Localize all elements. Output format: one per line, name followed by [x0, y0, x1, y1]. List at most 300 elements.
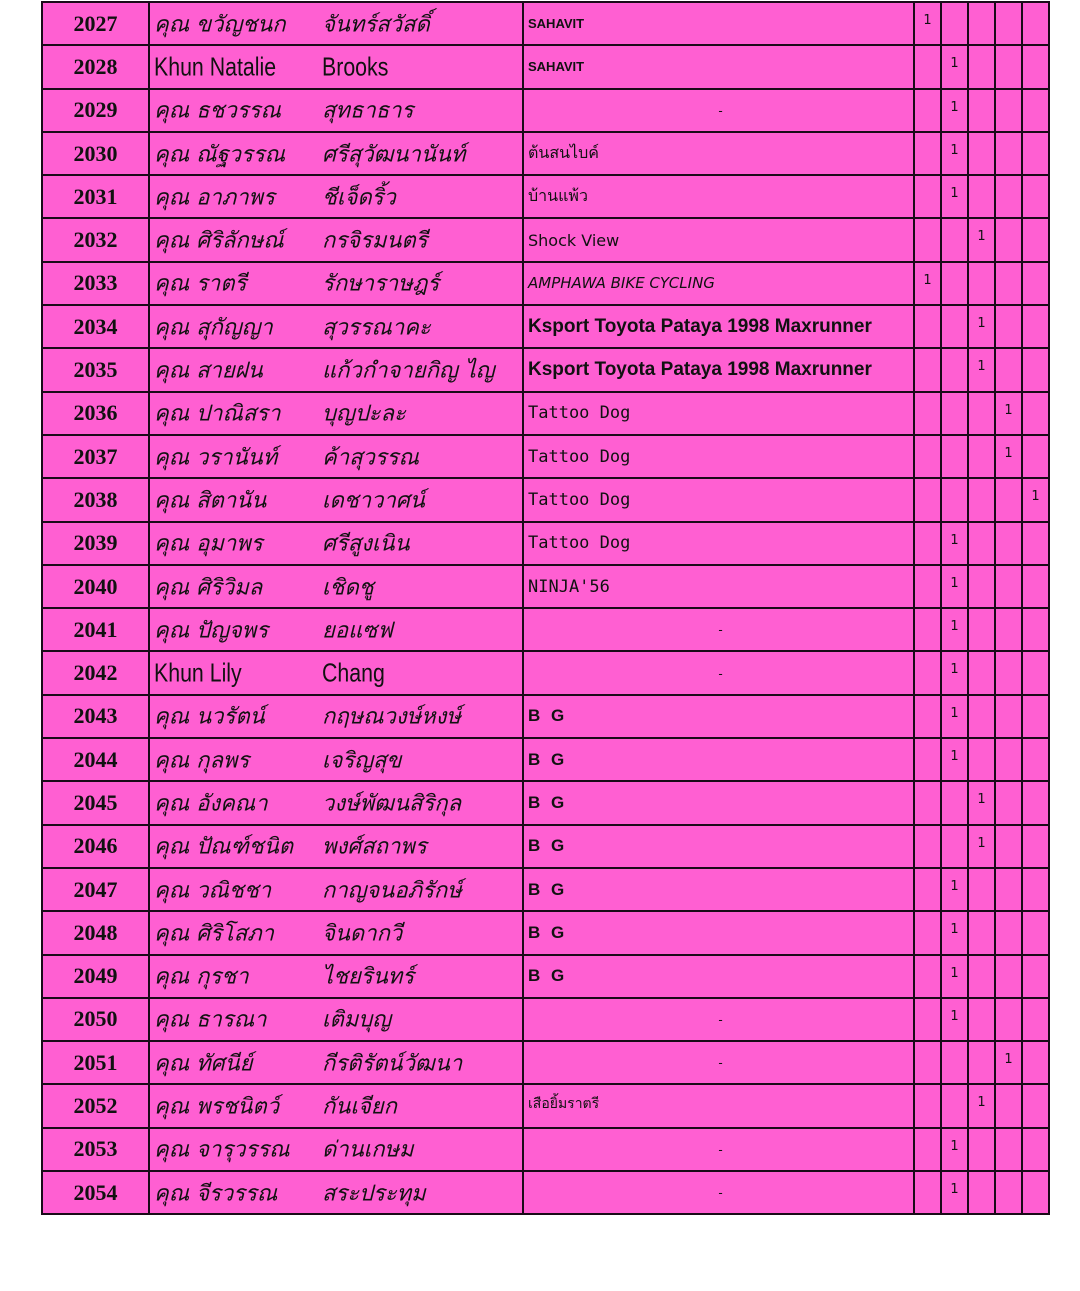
table-row	[42, 348, 1049, 391]
table-row	[42, 1171, 1049, 1214]
category-cell-3	[968, 868, 995, 911]
bib-number: 2046	[42, 825, 149, 868]
category-cell-3	[968, 435, 995, 478]
category-mark-2: 1	[941, 565, 968, 608]
category-cell-3	[968, 175, 995, 218]
last-name: Brooks	[322, 51, 389, 82]
category-cell-4	[995, 348, 1022, 391]
category-cell-4	[995, 781, 1022, 824]
table-row	[42, 132, 1049, 175]
team-name: Ksport Toyota Pataya 1998 Maxrunner	[523, 305, 914, 348]
category-mark-2: 1	[941, 955, 968, 998]
last-name: ยอแซฟ	[322, 618, 393, 644]
bib-number: 2028	[42, 45, 149, 88]
category-cell-1	[914, 305, 941, 348]
category-cell-3	[968, 695, 995, 738]
category-mark-2: 1	[941, 608, 968, 651]
team-name: AMPHAWA BIKE CYCLING	[523, 262, 914, 305]
table-row	[42, 89, 1049, 132]
team-name: SAHAVIT	[523, 45, 914, 88]
category-cell-4	[995, 218, 1022, 261]
team-name: B G	[523, 738, 914, 781]
last-name: ด่านเกษม	[322, 1137, 414, 1163]
participant-name	[149, 132, 523, 175]
team-name: เสือยิ้มราตรี	[523, 1084, 914, 1127]
first-name: คุณ กุลพร	[154, 748, 250, 774]
first-name: คุณ วรานันท์	[154, 445, 278, 471]
team-name: -	[523, 651, 914, 694]
table-row	[42, 522, 1049, 565]
team-name: -	[523, 1171, 914, 1214]
first-name: คุณ พรชนิตว์	[154, 1094, 280, 1120]
category-mark-2: 1	[941, 89, 968, 132]
category-cell-1	[914, 651, 941, 694]
last-name: กรจิรมนตรี	[322, 228, 428, 254]
first-name: คุณ ศิริโสภา	[154, 921, 275, 947]
last-name: เดชาวาศน์	[322, 488, 425, 514]
category-cell-5	[1022, 955, 1049, 998]
category-cell-3	[968, 522, 995, 565]
first-name: คุณ ธชวรรณ	[154, 98, 281, 124]
category-cell-5	[1022, 348, 1049, 391]
category-cell-3	[968, 1041, 995, 1084]
category-mark-3: 1	[968, 825, 995, 868]
table-row	[42, 392, 1049, 435]
first-name: คุณ นวรัตน์	[154, 704, 265, 730]
category-cell-2	[941, 305, 968, 348]
participant-name	[149, 695, 523, 738]
category-mark-2: 1	[941, 175, 968, 218]
bib-number: 2049	[42, 955, 149, 998]
category-cell-4	[995, 911, 1022, 954]
participant-name	[149, 348, 523, 391]
category-mark-4: 1	[995, 1041, 1022, 1084]
category-cell-5	[1022, 522, 1049, 565]
category-cell-3	[968, 651, 995, 694]
category-cell-4	[995, 132, 1022, 175]
category-mark-1: 1	[914, 262, 941, 305]
first-name: คุณ วณิชชา	[154, 878, 272, 904]
category-cell-1	[914, 522, 941, 565]
category-cell-2	[941, 1084, 968, 1127]
category-mark-3: 1	[968, 348, 995, 391]
category-cell-4	[995, 522, 1022, 565]
category-cell-4	[995, 955, 1022, 998]
category-cell-4	[995, 305, 1022, 348]
first-name: คุณ สายฝน	[154, 358, 263, 384]
team-name: B G	[523, 955, 914, 998]
category-cell-4	[995, 651, 1022, 694]
table-row	[42, 608, 1049, 651]
table-row	[42, 955, 1049, 998]
category-cell-1	[914, 955, 941, 998]
participant-name	[149, 738, 523, 781]
category-cell-1	[914, 348, 941, 391]
table-row	[42, 262, 1049, 305]
last-name: ค้าสุวรรณ	[322, 445, 419, 471]
participant-name	[149, 435, 523, 478]
bib-number: 2031	[42, 175, 149, 218]
category-cell-4	[995, 608, 1022, 651]
table-row	[42, 781, 1049, 824]
category-cell-3	[968, 132, 995, 175]
category-cell-5	[1022, 911, 1049, 954]
last-name: ศรีสูงเนิน	[322, 531, 410, 557]
team-name: Shock View	[523, 218, 914, 261]
category-cell-4	[995, 478, 1022, 521]
table-row	[42, 998, 1049, 1041]
last-name: ชีเจ็ดริ้ว	[322, 185, 396, 211]
category-cell-1	[914, 608, 941, 651]
bib-number: 2041	[42, 608, 149, 651]
category-cell-5	[1022, 565, 1049, 608]
category-cell-1	[914, 738, 941, 781]
category-cell-5	[1022, 89, 1049, 132]
category-cell-5	[1022, 695, 1049, 738]
category-cell-5	[1022, 435, 1049, 478]
team-name: Tattoo Dog	[523, 522, 914, 565]
category-mark-2: 1	[941, 998, 968, 1041]
category-cell-5	[1022, 45, 1049, 88]
category-cell-1	[914, 478, 941, 521]
bib-number: 2042	[42, 651, 149, 694]
category-mark-2: 1	[941, 911, 968, 954]
category-cell-4	[995, 45, 1022, 88]
category-mark-2: 1	[941, 1128, 968, 1171]
participant-name	[149, 565, 523, 608]
category-mark-2: 1	[941, 45, 968, 88]
first-name: คุณ สุกัญญา	[154, 315, 273, 341]
category-cell-5	[1022, 175, 1049, 218]
table-row	[42, 565, 1049, 608]
bib-number: 2050	[42, 998, 149, 1041]
category-cell-3	[968, 911, 995, 954]
bib-number: 2045	[42, 781, 149, 824]
bib-number: 2040	[42, 565, 149, 608]
last-name: รักษาราษฎร์	[322, 271, 440, 297]
category-cell-4	[995, 868, 1022, 911]
last-name: ศรีสุวัฒนานันท์	[322, 142, 466, 168]
category-mark-5: 1	[1022, 478, 1049, 521]
category-cell-1	[914, 565, 941, 608]
bib-number: 2043	[42, 695, 149, 738]
table-row	[42, 2, 1049, 45]
last-name: พงศ์สถาพร	[322, 834, 427, 860]
category-mark-3: 1	[968, 1084, 995, 1127]
team-name: -	[523, 998, 914, 1041]
category-cell-5	[1022, 132, 1049, 175]
participant-name	[149, 218, 523, 261]
category-cell-2	[941, 478, 968, 521]
last-name: ไชยรินทร์	[322, 964, 415, 990]
team-name: B G	[523, 911, 914, 954]
category-cell-4	[995, 738, 1022, 781]
table-row	[42, 435, 1049, 478]
category-cell-5	[1022, 998, 1049, 1041]
first-name: คุณ จารุวรรณ	[154, 1137, 290, 1163]
first-name: คุณ ปาณิสรา	[154, 401, 281, 427]
bib-number: 2052	[42, 1084, 149, 1127]
team-name: Tattoo Dog	[523, 478, 914, 521]
bib-number: 2054	[42, 1171, 149, 1214]
table-row	[42, 738, 1049, 781]
table-row	[42, 45, 1049, 88]
bib-number: 2038	[42, 478, 149, 521]
category-cell-4	[995, 175, 1022, 218]
last-name: สระประทุม	[322, 1181, 426, 1207]
category-mark-2: 1	[941, 1171, 968, 1214]
category-cell-5	[1022, 781, 1049, 824]
category-cell-1	[914, 175, 941, 218]
first-name: คุณ ขวัญชนก	[154, 12, 286, 38]
bib-number: 2033	[42, 262, 149, 305]
category-mark-3: 1	[968, 218, 995, 261]
category-cell-3	[968, 2, 995, 45]
participant-name	[149, 1171, 523, 1214]
team-name: -	[523, 1128, 914, 1171]
participant-name	[149, 651, 523, 694]
category-cell-1	[914, 868, 941, 911]
bib-number: 2051	[42, 1041, 149, 1084]
first-name: คุณ อุมาพร	[154, 531, 263, 557]
bib-number: 2037	[42, 435, 149, 478]
last-name: เจริญสุข	[322, 748, 402, 774]
category-mark-2: 1	[941, 868, 968, 911]
first-name: คุณ อังคณา	[154, 791, 268, 817]
table-row	[42, 868, 1049, 911]
first-name: คุณ ทัศนีย์	[154, 1051, 253, 1077]
category-cell-5	[1022, 868, 1049, 911]
category-cell-1	[914, 1084, 941, 1127]
category-cell-3	[968, 998, 995, 1041]
category-cell-4	[995, 565, 1022, 608]
first-name: คุณ ปัญจพร	[154, 618, 269, 644]
category-cell-3	[968, 955, 995, 998]
category-cell-4	[995, 998, 1022, 1041]
team-name: B G	[523, 695, 914, 738]
category-cell-2	[941, 392, 968, 435]
last-name: กาญจนอภิรักษ์	[322, 878, 462, 904]
bib-number: 2032	[42, 218, 149, 261]
category-cell-1	[914, 132, 941, 175]
category-cell-1	[914, 1041, 941, 1084]
participant-name	[149, 45, 523, 88]
team-name: NINJA'56	[523, 565, 914, 608]
category-cell-1	[914, 781, 941, 824]
category-cell-4	[995, 2, 1022, 45]
bib-number: 2029	[42, 89, 149, 132]
team-name: Tattoo Dog	[523, 435, 914, 478]
category-mark-2: 1	[941, 132, 968, 175]
category-cell-1	[914, 218, 941, 261]
category-cell-3	[968, 738, 995, 781]
last-name: เชิดชู	[322, 575, 374, 600]
table-row	[42, 1084, 1049, 1127]
category-cell-5	[1022, 1128, 1049, 1171]
last-name: กันเจียก	[322, 1094, 397, 1120]
bib-number: 2035	[42, 348, 149, 391]
category-mark-3: 1	[968, 305, 995, 348]
team-name: SAHAVIT	[523, 2, 914, 45]
first-name: คุณ ธารณา	[154, 1007, 267, 1033]
category-cell-2	[941, 218, 968, 261]
first-name: คุณ ปัณฑ์ชนิต	[154, 834, 294, 860]
last-name: จินดากวี	[322, 921, 403, 947]
table-row	[42, 478, 1049, 521]
category-mark-2: 1	[941, 651, 968, 694]
category-cell-4	[995, 89, 1022, 132]
first-name: Khun Lily	[154, 657, 242, 688]
last-name: บุญปะละ	[322, 401, 406, 427]
category-mark-2: 1	[941, 738, 968, 781]
category-mark-2: 1	[941, 522, 968, 565]
category-cell-5	[1022, 1041, 1049, 1084]
bib-number: 2044	[42, 738, 149, 781]
last-name: Chang	[322, 657, 385, 688]
bib-number: 2039	[42, 522, 149, 565]
participant-name	[149, 175, 523, 218]
category-cell-5	[1022, 392, 1049, 435]
participant-name	[149, 998, 523, 1041]
category-cell-4	[995, 1128, 1022, 1171]
category-cell-4	[995, 1171, 1022, 1214]
participant-name	[149, 1084, 523, 1127]
table-row	[42, 175, 1049, 218]
last-name: สุทธาธาร	[322, 98, 414, 124]
category-cell-3	[968, 608, 995, 651]
category-cell-5	[1022, 262, 1049, 305]
category-cell-2	[941, 825, 968, 868]
category-cell-5	[1022, 651, 1049, 694]
team-name: B G	[523, 825, 914, 868]
bib-number: 2034	[42, 305, 149, 348]
category-cell-2	[941, 2, 968, 45]
bib-number: 2027	[42, 2, 149, 45]
team-name: บ้านแพ้ว	[523, 175, 914, 218]
bib-number: 2053	[42, 1128, 149, 1171]
category-cell-1	[914, 998, 941, 1041]
last-name: กฤษณวงษ์หงษ์	[322, 704, 461, 730]
last-name: วงษ์พัฒนสิริกุล	[322, 791, 462, 817]
first-name: คุณ สิตานัน	[154, 488, 267, 514]
category-cell-3	[968, 392, 995, 435]
last-name: แก้วกำจายกิญ ไญ	[322, 358, 495, 384]
category-cell-2	[941, 348, 968, 391]
bib-number: 2047	[42, 868, 149, 911]
category-mark-4: 1	[995, 435, 1022, 478]
category-mark-4: 1	[995, 392, 1022, 435]
table-row	[42, 305, 1049, 348]
participant-name	[149, 522, 523, 565]
category-cell-2	[941, 1041, 968, 1084]
table-row	[42, 651, 1049, 694]
category-cell-1	[914, 45, 941, 88]
category-cell-5	[1022, 1171, 1049, 1214]
category-cell-5	[1022, 305, 1049, 348]
category-cell-4	[995, 1084, 1022, 1127]
team-name: -	[523, 608, 914, 651]
first-name: คุณ ศิริลักษณ์	[154, 228, 284, 254]
last-name: สุวรรณาคะ	[322, 315, 431, 341]
registration-table	[41, 1, 1050, 1215]
category-cell-1	[914, 435, 941, 478]
category-cell-3	[968, 1128, 995, 1171]
category-cell-3	[968, 89, 995, 132]
category-mark-3: 1	[968, 781, 995, 824]
participant-name	[149, 781, 523, 824]
team-name: B G	[523, 781, 914, 824]
category-cell-1	[914, 392, 941, 435]
bib-number: 2048	[42, 911, 149, 954]
participant-name	[149, 825, 523, 868]
category-cell-5	[1022, 825, 1049, 868]
table-row	[42, 695, 1049, 738]
category-cell-5	[1022, 738, 1049, 781]
last-name: จันทร์สวัสดิ์	[322, 12, 430, 38]
participant-name	[149, 478, 523, 521]
participant-name	[149, 608, 523, 651]
category-cell-5	[1022, 608, 1049, 651]
team-name: Tattoo Dog	[523, 392, 914, 435]
first-name: Khun Natalie	[154, 51, 277, 82]
first-name: คุณ ณัฐวรรณ	[154, 142, 286, 168]
category-cell-2	[941, 262, 968, 305]
team-name: ต้นสนไบค์	[523, 132, 914, 175]
participant-name	[149, 1128, 523, 1171]
category-cell-5	[1022, 218, 1049, 261]
category-cell-3	[968, 262, 995, 305]
participant-name	[149, 2, 523, 45]
team-name: B G	[523, 868, 914, 911]
participant-name	[149, 911, 523, 954]
category-cell-4	[995, 262, 1022, 305]
participant-name	[149, 305, 523, 348]
bib-number: 2036	[42, 392, 149, 435]
bib-number: 2030	[42, 132, 149, 175]
last-name: เติมบุญ	[322, 1007, 392, 1033]
category-cell-5	[1022, 1084, 1049, 1127]
category-cell-1	[914, 89, 941, 132]
table-row	[42, 218, 1049, 261]
participant-name	[149, 1041, 523, 1084]
category-cell-4	[995, 825, 1022, 868]
category-cell-5	[1022, 2, 1049, 45]
first-name: คุณ อาภาพร	[154, 185, 275, 211]
category-cell-2	[941, 781, 968, 824]
category-cell-2	[941, 435, 968, 478]
participant-name	[149, 89, 523, 132]
category-cell-4	[995, 695, 1022, 738]
last-name: กีรติรัตน์วัฒนา	[322, 1051, 463, 1077]
category-cell-3	[968, 1171, 995, 1214]
first-name: คุณ ศิริวิมล	[154, 575, 263, 600]
category-cell-3	[968, 478, 995, 521]
participant-name	[149, 955, 523, 998]
table-row	[42, 1041, 1049, 1084]
team-name: Ksport Toyota Pataya 1998 Maxrunner	[523, 348, 914, 391]
category-mark-2: 1	[941, 695, 968, 738]
category-cell-1	[914, 911, 941, 954]
participant-name	[149, 262, 523, 305]
category-cell-3	[968, 45, 995, 88]
team-name: -	[523, 89, 914, 132]
category-cell-1	[914, 1171, 941, 1214]
first-name: คุณ ราตรี	[154, 271, 247, 297]
category-cell-1	[914, 1128, 941, 1171]
category-cell-1	[914, 825, 941, 868]
table-row	[42, 911, 1049, 954]
category-cell-1	[914, 695, 941, 738]
